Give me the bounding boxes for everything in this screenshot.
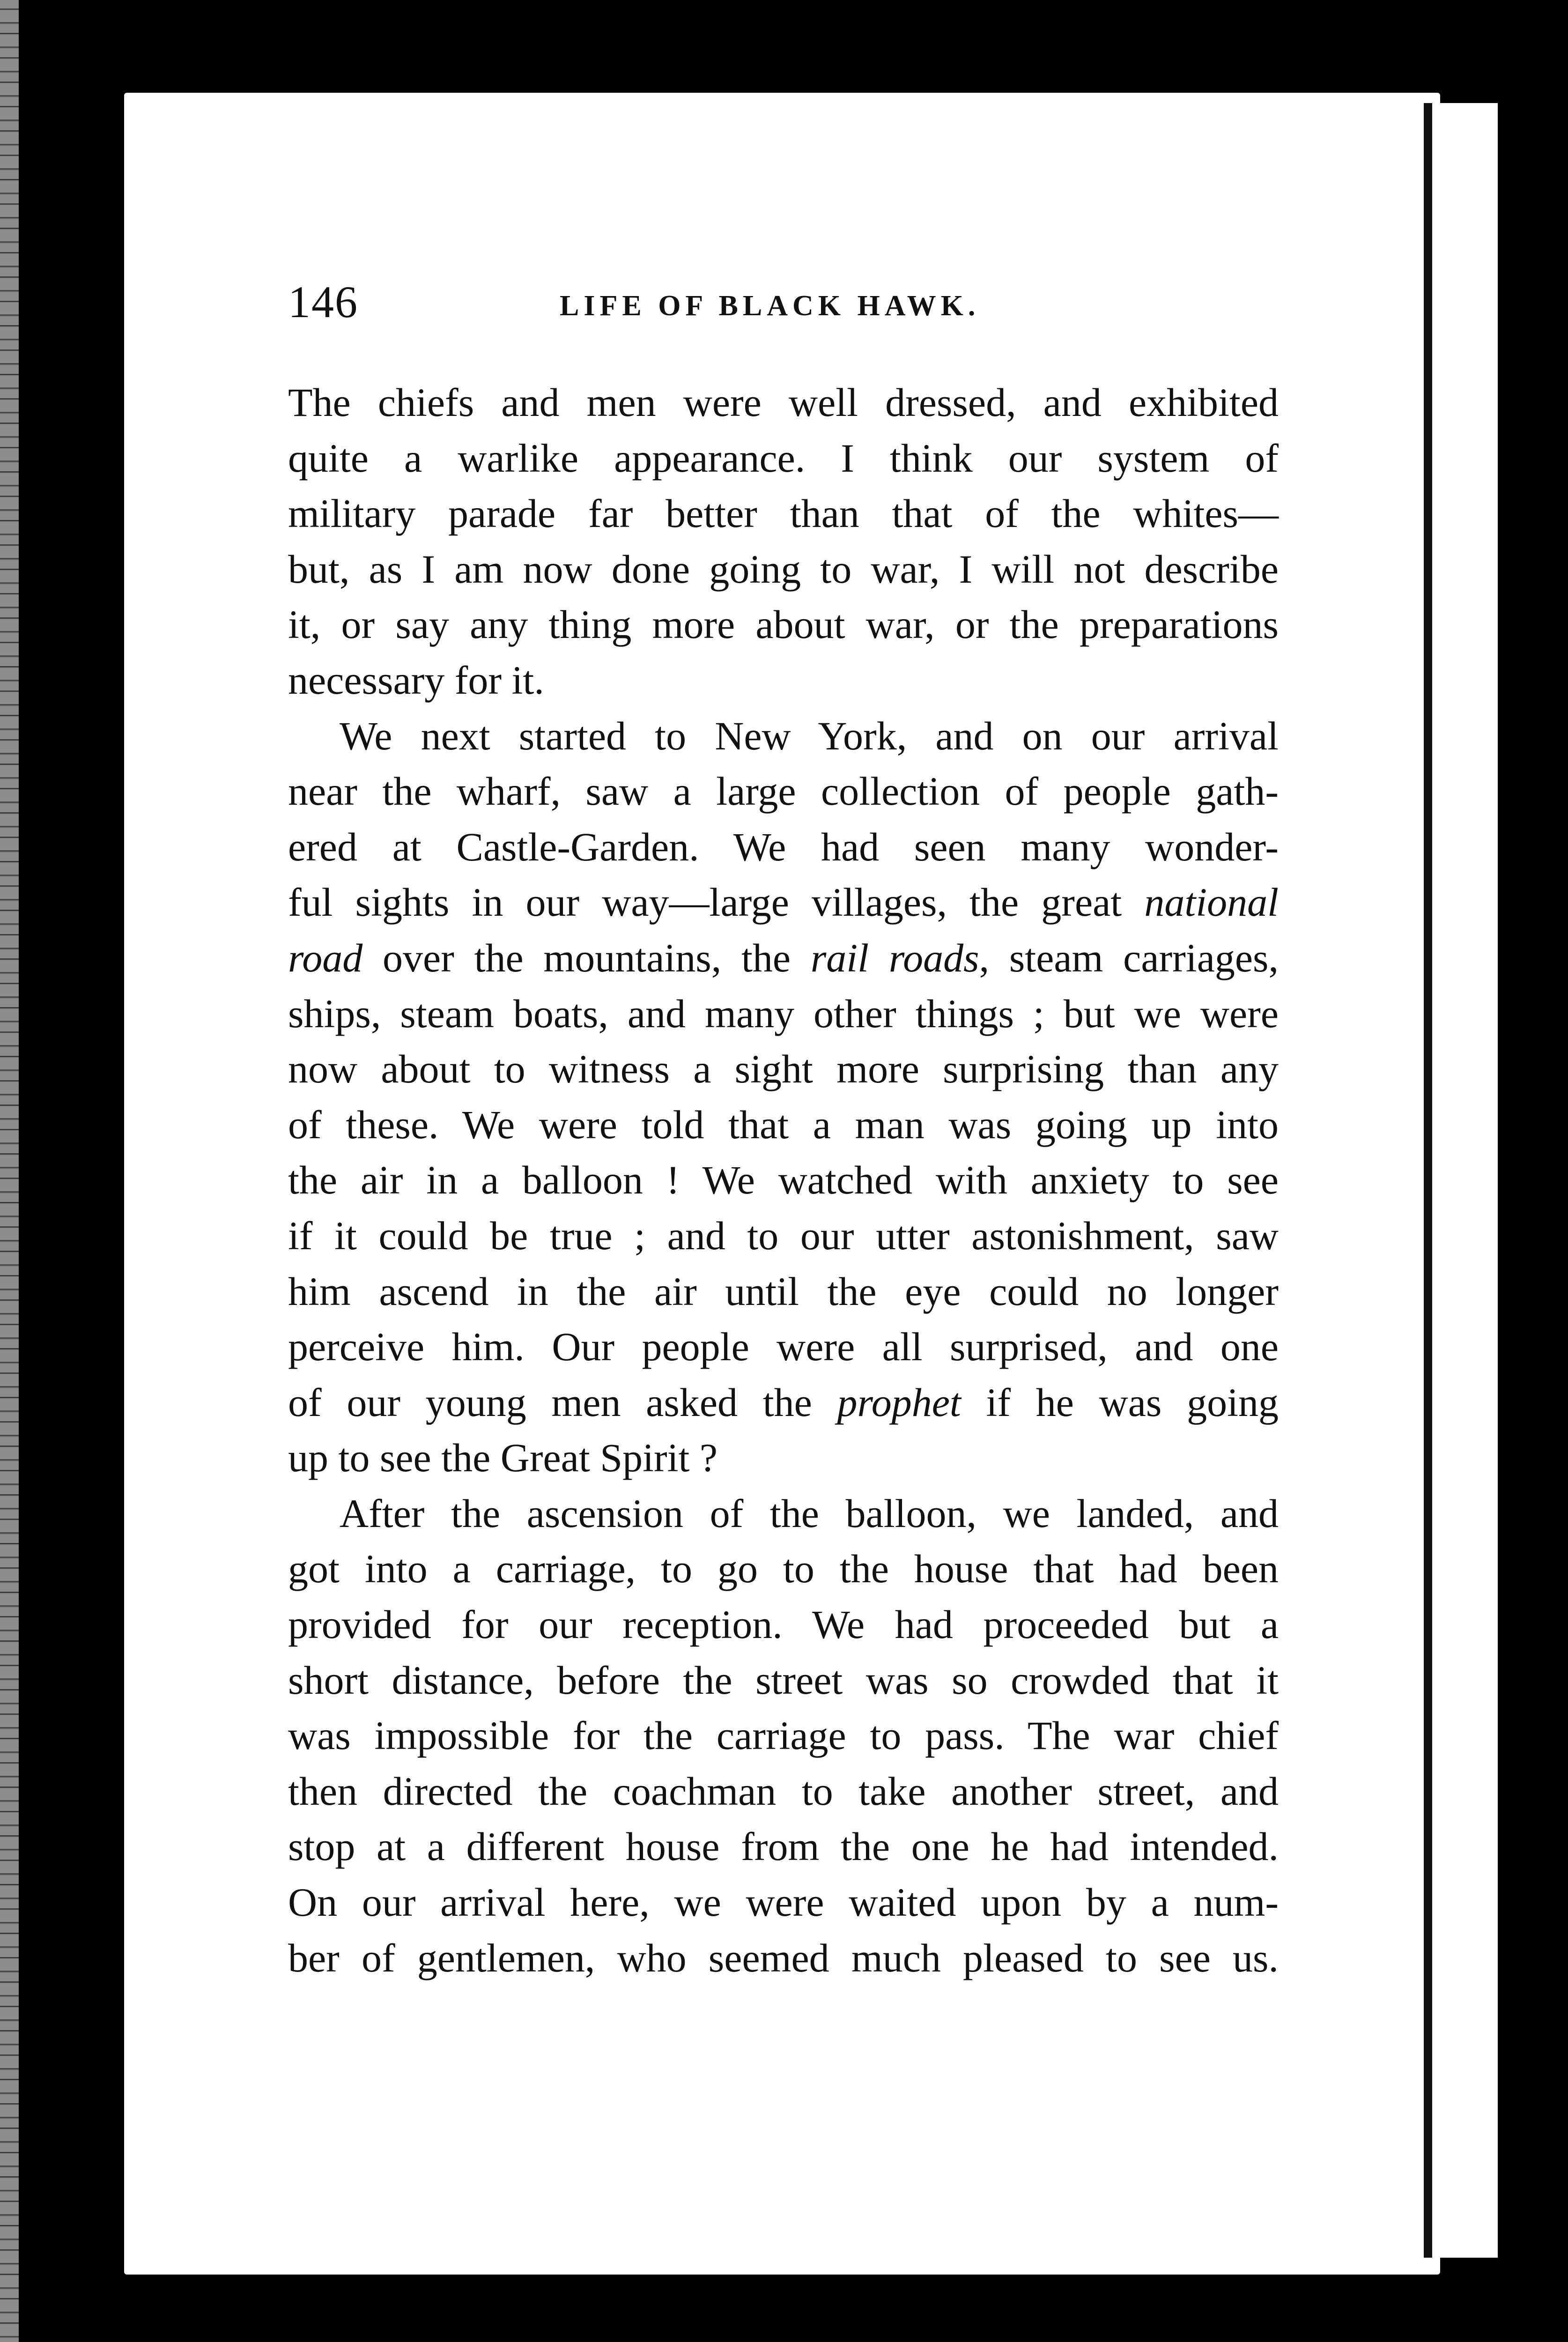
text-line: now about to witness a sight more surprising than any — [288, 1046, 1279, 1092]
text-line: short distance, before the street was so crowded that it — [288, 1657, 1279, 1703]
text-line: if it could be true ; and to our utter astonishment, saw — [288, 1213, 1279, 1258]
text-line: After the ascension of the balloon, we landed, and — [340, 1490, 1279, 1536]
adjacent-page-edge — [1432, 103, 1498, 2258]
page-number: 146 — [288, 277, 358, 327]
text-line: perceive him. Our people were all surprised, and one — [288, 1324, 1279, 1370]
text-line: ber of gentlemen, who seemed much pleased to see us. — [288, 1935, 1279, 1980]
text-line: military parade far better than that of the whites— — [288, 491, 1279, 536]
paragraph-2 — [288, 708, 1279, 1486]
paragraph-3 — [288, 1486, 1279, 1986]
scan-left-edge — [0, 0, 19, 2342]
text-line: up to see the Great Spirit ? — [288, 1435, 718, 1481]
text-line: of these. We were told that a man was going up into — [288, 1102, 1279, 1147]
text-line: The chiefs and men were well dressed, and exhibited — [288, 380, 1279, 425]
text-line: quite a warlike appearance. I think our system of — [288, 435, 1279, 481]
text-line: it, or say any thing more about war, or the preparations — [288, 602, 1279, 647]
text-line: necessary for it. — [288, 657, 544, 703]
running-head — [288, 274, 1000, 330]
text-line: but, as I am now done going to war, I will not describe — [288, 546, 1279, 592]
body-text — [288, 375, 1279, 1986]
text-line: On our arrival here, we were waited upon by a num- — [288, 1880, 1279, 1925]
text-line: the air in a balloon ! We watched with anxiety to see — [288, 1157, 1279, 1203]
text-line: ships, steam boats, and many other things ; but we were — [288, 991, 1279, 1036]
text-line: stop at a different house from the one he had intended. — [288, 1824, 1279, 1869]
text-line: of our young men asked the prophet if he was going — [288, 1379, 1279, 1425]
page-gutter — [1424, 103, 1432, 2258]
text-line: him ascend in the air until the eye could no longer — [288, 1268, 1279, 1314]
text-line: ful sights in our way—large villages, the great national — [288, 880, 1279, 925]
text-line: provided for our reception. We had proceeded but a — [288, 1602, 1279, 1647]
text-line: We next started to New York, and on our arrival — [340, 713, 1279, 758]
text-line: got into a carriage, to go to the house that had been — [288, 1546, 1279, 1592]
text-line: near the wharf, saw a large collection of people gath- — [288, 769, 1279, 814]
running-head-title: LIFE OF BLACK HAWK. — [560, 290, 980, 322]
text-line: then directed the coachman to take another street, and — [288, 1768, 1279, 1814]
text-line: road over the mountains, the rail roads, steam carriages, — [288, 935, 1279, 980]
text-line: ered at Castle-Garden. We had seen many wonder- — [288, 824, 1279, 869]
paragraph-1 — [288, 375, 1279, 708]
text-line: was impossible for the carriage to pass. The war chief — [288, 1713, 1279, 1758]
